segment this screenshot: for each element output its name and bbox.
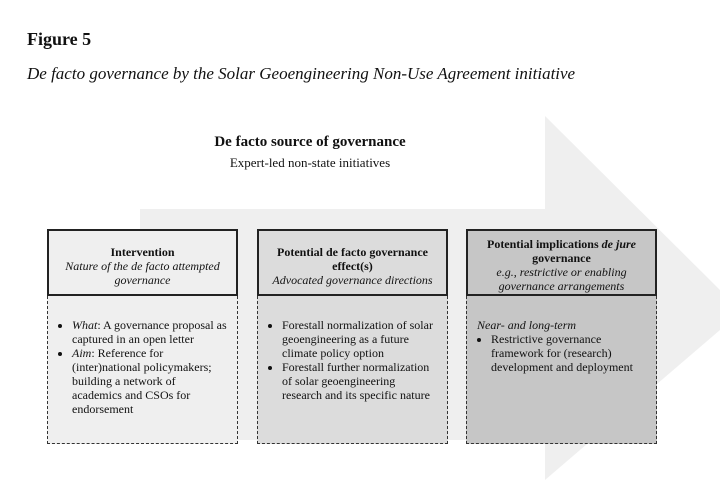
effects-bullet-list <box>268 318 437 402</box>
intervention-header-box <box>47 229 238 296</box>
intervention-subheading: Nature of the de facto attempted governance <box>65 259 220 287</box>
effects-bullet: • Forestall further normalization of solar geoengineering research and its specific nature <box>282 360 437 402</box>
implications-bullet-list <box>477 332 646 374</box>
intervention-bullet-list <box>58 318 227 416</box>
intervention-bullet-aim: • Aim: Reference for (inter)national policymakers; building a network of academics and CSOs for endorsement <box>72 346 227 416</box>
implications-subheading: e.g., restrictive or enabling governance arrangements <box>496 265 627 293</box>
effects-bullet: • Forestall normalization of solar geoengineering as a future climate policy option <box>282 318 437 360</box>
effects-heading: Potential de facto governance effect(s) <box>277 245 428 273</box>
effects-subheading: Advocated governance directions <box>272 273 433 287</box>
effects-body-box <box>257 296 448 444</box>
intervention-bullet-what: • What: A governance proposal as captured in an open letter <box>72 318 227 346</box>
figure-label: Figure 5 <box>27 29 92 49</box>
source-subtitle: Expert-led non-state initiatives <box>229 155 391 170</box>
intervention-body-box <box>47 296 238 444</box>
implications-intro: Near- and long-term <box>477 318 577 332</box>
implications-body-box <box>466 296 657 444</box>
implications-header-box <box>466 229 657 296</box>
intervention-heading: Intervention <box>110 245 175 259</box>
implications-bullet: • Restrictive governance framework for (research) development and deployment <box>491 332 646 374</box>
figure-caption: De facto governance by the Solar Geoengineering Non-Use Agreement initiative <box>27 64 576 83</box>
implications-heading: Potential implications de jure governance <box>486 237 636 265</box>
effects-header-box <box>257 229 448 296</box>
source-title: De facto source of governance <box>214 134 406 150</box>
